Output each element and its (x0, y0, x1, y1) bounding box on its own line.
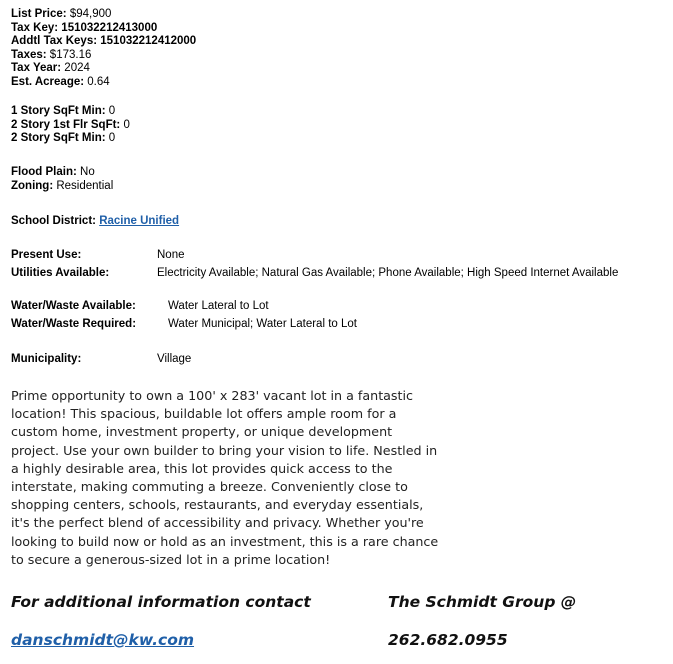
description-line: Prime opportunity to own a 100' x 283' vacant lot in a fantastic (11, 388, 414, 403)
tax-year-line: Tax Year: 2024 (11, 62, 90, 74)
zoning-line: Zoning: Residential (11, 179, 114, 192)
agency-name: The Schmidt Group @ (388, 593, 577, 611)
contact-email-link[interactable]: danschmidt@kw.com (11, 631, 195, 649)
school-district-line: School District: Racine Unified (11, 215, 180, 227)
description-line: interstate, making commuting a breeze. Conveniently close to (11, 479, 408, 495)
description-line: it's the perfect blend of accessibility and privacy. Whether you're (11, 515, 424, 531)
property-description (11, 387, 446, 569)
description-line: location! This spacious, buildable lot offers ample room for a (11, 406, 397, 422)
addtl-tax-keys-line: Addtl Tax Keys: 151032212412000 (11, 35, 197, 47)
contact-heading: For additional information contact (11, 593, 311, 611)
school-district-link[interactable]: Racine Unified (99, 215, 180, 227)
description-line: shopping centers, schools, restaurants, and everyday essentials, (11, 497, 424, 513)
description-line: project. Use your own builder to bring your vision to life. Nestled in (11, 442, 438, 458)
flood-plain-line: Flood Plain: No (11, 166, 95, 178)
contact-phone: 262.682.0955 (388, 631, 508, 649)
listing-summary (11, 8, 196, 89)
list-price-line: List Price: $94,900 (11, 8, 112, 20)
description-line: custom home, investment property, or unique development (11, 424, 393, 440)
tax-key-line: Tax Key: 151032212413000 (11, 21, 158, 34)
sqft-section (11, 105, 130, 146)
story2-1st-flr-line: 2 Story 1st Flr SqFt: 0 (11, 118, 130, 131)
description-line: looking to build now or hold as an investment, this is a rare chance (11, 533, 439, 549)
zoning-section (11, 166, 113, 193)
description-line: to secure a generous-sized lot in a prime location! (11, 551, 331, 567)
est-acreage-line: Est. Acreage: 0.64 (11, 75, 110, 88)
story2-sqft-line: 2 Story SqFt Min: 0 (11, 132, 116, 144)
description-line: a highly desirable area, this lot provides quick access to the (11, 460, 393, 476)
taxes-line: Taxes: $173.16 (11, 48, 92, 61)
story1-sqft-line: 1 Story SqFt Min: 0 (11, 105, 116, 117)
